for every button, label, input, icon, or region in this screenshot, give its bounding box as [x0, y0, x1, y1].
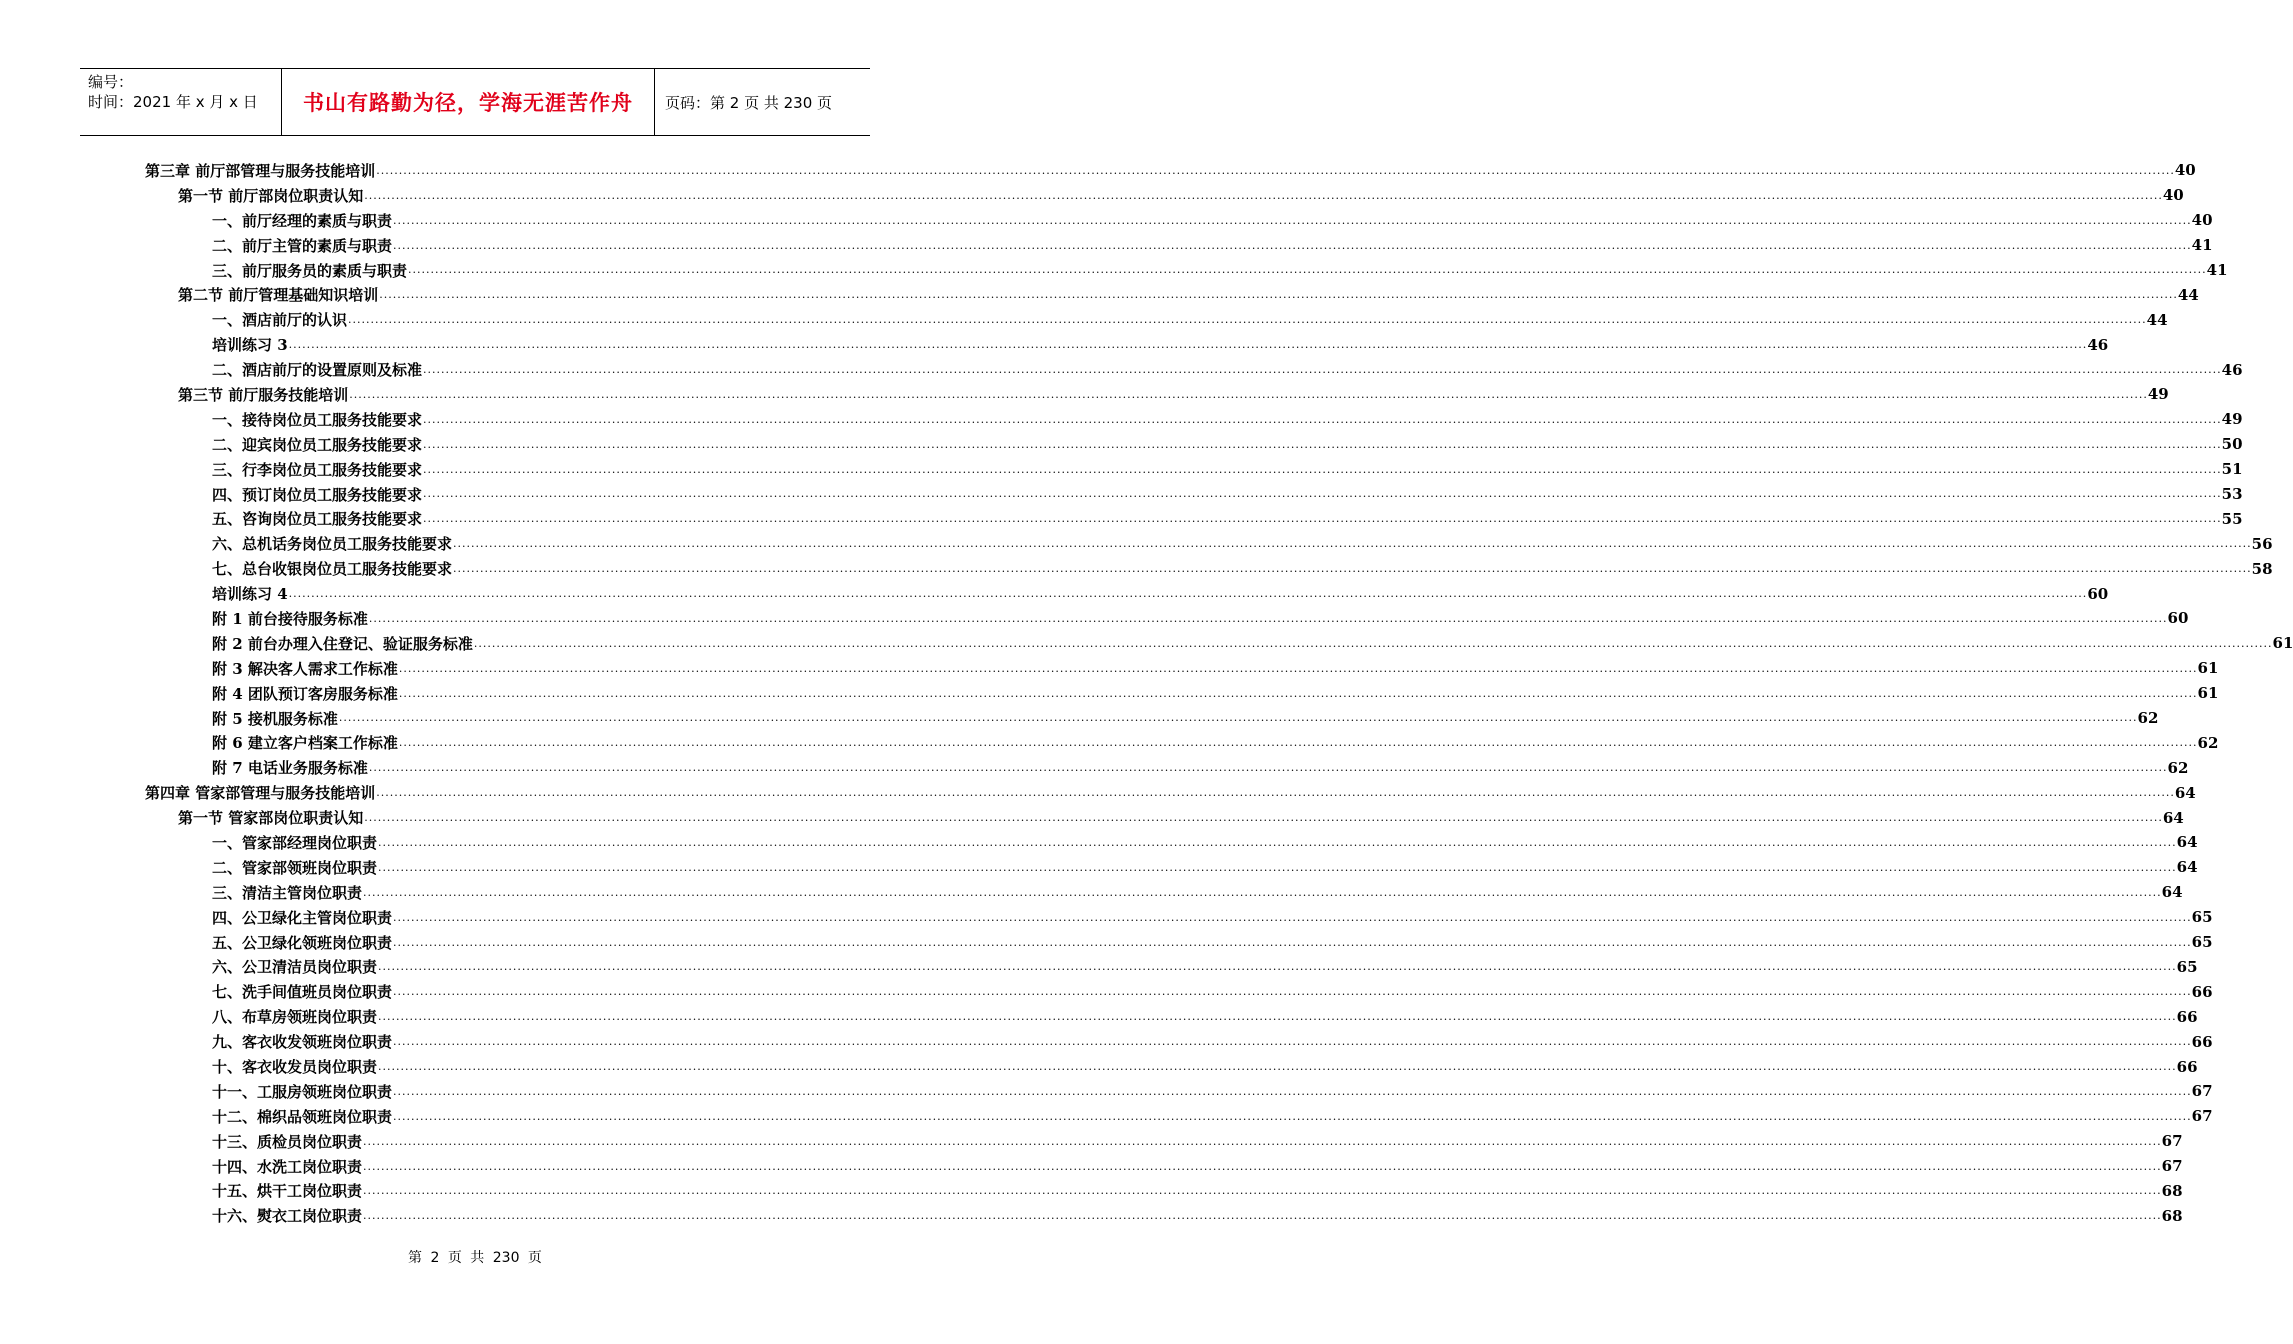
toc-leader-dots: ................................................................................................................................................................................................................................................................................................................................................................................................................: [378, 835, 2177, 849]
toc-leader-dots: ................................................................................................................................................................................................................................................................................................................................................................................................................: [364, 811, 2163, 825]
toc-entry-page-number: 62: [2137, 709, 2159, 728]
toc-leader-dots: ................................................................................................................................................................................................................................................................................................................................................................................................................: [423, 487, 2222, 501]
toc-entry[interactable]: [0, 1079, 2213, 1104]
toc-entry-page-number: 41: [2206, 261, 2228, 279]
toc-entry[interactable]: [0, 158, 2196, 183]
toc-entry-page-number: 66: [2176, 1007, 2198, 1026]
toc-entry[interactable]: [0, 955, 2198, 980]
toc-entry-title: 二、前厅主管的素质与职责: [212, 236, 393, 255]
toc-entry[interactable]: [0, 905, 2213, 930]
toc-leader-dots: ................................................................................................................................................................................................................................................................................................................................................................................................................: [376, 786, 2175, 800]
toc-entry-title: 附 5 接机服务标准: [212, 709, 338, 728]
toc-leader-dots: ................................................................................................................................................................................................................................................................................................................................................................................................................: [423, 462, 2222, 476]
toc-entry-page-number: 58: [2251, 559, 2273, 578]
toc-entry[interactable]: [0, 531, 2273, 556]
toc-leader-dots: ................................................................................................................................................................................................................................................................................................................................................................................................................: [363, 1184, 2162, 1198]
toc-entry-title: 五、公卫绿化领班岗位职责: [212, 933, 393, 952]
toc-entry[interactable]: [0, 1029, 2213, 1054]
toc-entry[interactable]: [0, 830, 2198, 855]
toc-entry-page-number: 66: [2191, 982, 2213, 1001]
toc-entry-page-number: 44: [2177, 285, 2199, 304]
toc-entry[interactable]: [0, 755, 2189, 780]
toc-entry[interactable]: [0, 631, 2293, 656]
toc-leader-dots: ................................................................................................................................................................................................................................................................................................................................................................................................................: [398, 661, 2198, 675]
toc-leader-dots: ................................................................................................................................................................................................................................................................................................................................................................................................................: [393, 910, 2192, 924]
toc-entry-page-number: 67: [2191, 1107, 2213, 1126]
toc-entry-title: 六、总机话务岗位员工服务技能要求: [212, 535, 453, 554]
toc-leader-dots: ................................................................................................................................................................................................................................................................................................................................................................................................................: [473, 636, 2273, 650]
toc-entry-page-number: 41: [2191, 236, 2213, 255]
toc-entry[interactable]: [0, 556, 2273, 581]
toc-entry[interactable]: [0, 706, 2159, 731]
toc-entry-title: 第三章 前厅部管理与服务技能培训: [145, 161, 376, 180]
toc-entry-page-number: 67: [2161, 1157, 2183, 1176]
toc-entry[interactable]: [0, 730, 2219, 755]
table-of-contents: [0, 158, 2293, 1228]
toc-leader-dots: ................................................................................................................................................................................................................................................................................................................................................................................................................: [288, 338, 2088, 352]
toc-entry-page-number: 40: [2191, 211, 2213, 230]
toc-entry-page-number: 64: [2176, 858, 2198, 877]
toc-entry-title: 三、清洁主管岗位职责: [212, 883, 363, 902]
toc-entry[interactable]: [0, 208, 2213, 233]
toc-leader-dots: ................................................................................................................................................................................................................................................................................................................................................................................................................: [393, 1084, 2192, 1098]
toc-entry[interactable]: [0, 681, 2219, 706]
toc-entry-title: 附 2 前台办理入住登记、验证服务标准: [212, 634, 473, 653]
toc-entry-title: 八、布草房领班岗位职责: [212, 1008, 378, 1027]
toc-entry-page-number: 46: [2221, 360, 2243, 379]
toc-leader-dots: ................................................................................................................................................................................................................................................................................................................................................................................................................: [338, 711, 2138, 725]
toc-entry-title: 二、酒店前厅的设置原则及标准: [212, 361, 423, 380]
toc-entry-page-number: 40: [2174, 161, 2196, 180]
toc-entry-title: 附 1 前台接待服务标准: [212, 609, 368, 628]
toc-entry-page-number: 40: [2162, 186, 2184, 205]
toc-entry-title: 附 6 建立客户档案工作标准: [212, 734, 398, 753]
toc-entry-page-number: 65: [2176, 957, 2198, 976]
toc-entry[interactable]: [0, 1054, 2198, 1079]
toc-entry-title: 一、酒店前厅的认识: [212, 311, 348, 330]
toc-entry-page-number: 68: [2161, 1206, 2183, 1225]
toc-entry[interactable]: [0, 880, 2183, 905]
toc-leader-dots: ................................................................................................................................................................................................................................................................................................................................................................................................................: [363, 1134, 2162, 1148]
toc-entry-title: 七、洗手间值班员岗位职责: [212, 983, 393, 1002]
toc-entry-title: 一、前厅经理的素质与职责: [212, 211, 393, 230]
toc-leader-dots: ................................................................................................................................................................................................................................................................................................................................................................................................................: [423, 412, 2222, 426]
toc-entry-page-number: 44: [2146, 310, 2168, 329]
toc-leader-dots: ................................................................................................................................................................................................................................................................................................................................................................................................................: [363, 1159, 2162, 1173]
toc-entry-page-number: 61: [2197, 659, 2219, 678]
toc-leader-dots: ................................................................................................................................................................................................................................................................................................................................................................................................................: [363, 885, 2162, 899]
toc-leader-dots: ................................................................................................................................................................................................................................................................................................................................................................................................................: [363, 1209, 2162, 1223]
toc-entry-title: 第四章 管家部管理与服务技能培训: [145, 784, 376, 803]
toc-entry-title: 培训练习 3: [212, 336, 288, 355]
toc-entry[interactable]: [0, 183, 2184, 208]
toc-entry-title: 一、管家部经理岗位职责: [212, 833, 378, 852]
toc-leader-dots: ................................................................................................................................................................................................................................................................................................................................................................................................................: [393, 985, 2192, 999]
toc-entry-title: 十二、棉织品领班岗位职责: [212, 1107, 393, 1126]
toc-leader-dots: ................................................................................................................................................................................................................................................................................................................................................................................................................: [398, 686, 2198, 700]
toc-entry[interactable]: [0, 606, 2189, 631]
toc-leader-dots: ................................................................................................................................................................................................................................................................................................................................................................................................................: [378, 1010, 2177, 1024]
toc-entry[interactable]: [0, 457, 2243, 482]
toc-entry-title: 十四、水洗工岗位职责: [212, 1157, 363, 1176]
toc-entry-title: 附 7 电话业务服务标准: [212, 759, 368, 778]
toc-entry-title: 第一节 前厅部岗位职责认知: [178, 186, 364, 205]
toc-entry-page-number: 51: [2221, 460, 2243, 479]
toc-entry[interactable]: [0, 1004, 2198, 1029]
toc-leader-dots: ................................................................................................................................................................................................................................................................................................................................................................................................................: [423, 512, 2222, 526]
toc-entry-page-number: 61: [2272, 634, 2293, 653]
toc-leader-dots: ................................................................................................................................................................................................................................................................................................................................................................................................................: [368, 761, 2168, 775]
toc-entry-page-number: 65: [2191, 908, 2213, 927]
toc-leader-dots: ................................................................................................................................................................................................................................................................................................................................................................................................................: [453, 562, 2252, 576]
toc-entry[interactable]: [0, 780, 2196, 805]
page-header: [80, 68, 870, 136]
toc-entry-page-number: 60: [2087, 584, 2109, 603]
toc-entry-title: 二、管家部领班岗位职责: [212, 858, 378, 877]
page-footer: 第 2 页 共 230 页: [408, 1250, 542, 1266]
toc-leader-dots: ................................................................................................................................................................................................................................................................................................................................................................................................................: [393, 213, 2192, 227]
toc-entry[interactable]: [0, 930, 2213, 955]
toc-leader-dots: ................................................................................................................................................................................................................................................................................................................................................................................................................: [349, 387, 2148, 401]
toc-entry[interactable]: [0, 482, 2243, 507]
toc-entry[interactable]: [0, 506, 2243, 531]
header-motto: 书山有路勤为径，学海无涯苦作舟: [282, 69, 655, 135]
toc-entry-title: 十、客衣收发员岗位职责: [212, 1058, 378, 1076]
toc-leader-dots: ................................................................................................................................................................................................................................................................................................................................................................................................................: [378, 960, 2177, 974]
toc-leader-dots: ................................................................................................................................................................................................................................................................................................................................................................................................................: [376, 163, 2175, 177]
toc-leader-dots: ................................................................................................................................................................................................................................................................................................................................................................................................................: [408, 263, 2207, 277]
header-meta: [80, 69, 282, 135]
toc-entry-page-number: 49: [2221, 410, 2243, 429]
toc-entry[interactable]: [0, 307, 2168, 332]
toc-leader-dots: ................................................................................................................................................................................................................................................................................................................................................................................................................: [378, 1059, 2177, 1073]
toc-entry-page-number: 64: [2176, 833, 2198, 852]
toc-entry[interactable]: [0, 258, 2228, 283]
toc-entry-page-number: 56: [2251, 534, 2273, 553]
toc-leader-dots: ................................................................................................................................................................................................................................................................................................................................................................................................................: [364, 188, 2163, 202]
toc-entry-page-number: 66: [2176, 1057, 2198, 1076]
toc-leader-dots: ................................................................................................................................................................................................................................................................................................................................................................................................................: [393, 1109, 2192, 1123]
toc-entry-title: 三、前厅服务员的素质与职责: [212, 261, 408, 280]
toc-entry-page-number: 64: [2174, 783, 2196, 802]
toc-leader-dots: ................................................................................................................................................................................................................................................................................................................................................................................................................: [393, 238, 2192, 252]
toc-entry[interactable]: [0, 432, 2243, 457]
toc-entry-page-number: 66: [2191, 1032, 2213, 1051]
toc-entry-page-number: 64: [2162, 808, 2184, 827]
toc-leader-dots: ................................................................................................................................................................................................................................................................................................................................................................................................................: [379, 288, 2178, 302]
toc-entry-title: 十六、熨衣工岗位职责: [212, 1207, 363, 1226]
toc-entry[interactable]: [0, 1179, 2183, 1204]
toc-entry-page-number: 62: [2167, 758, 2189, 777]
toc-entry-page-number: 55: [2221, 509, 2243, 528]
toc-entry-page-number: 64: [2161, 883, 2183, 902]
toc-entry-page-number: 68: [2161, 1181, 2183, 1200]
toc-entry-page-number: 67: [2191, 1082, 2213, 1101]
toc-entry-title: 十一、工服房领班岗位职责: [212, 1082, 393, 1101]
toc-leader-dots: ................................................................................................................................................................................................................................................................................................................................................................................................................: [453, 537, 2252, 551]
toc-entry[interactable]: [0, 656, 2219, 681]
toc-entry[interactable]: [0, 332, 2109, 357]
toc-entry[interactable]: [0, 1104, 2213, 1129]
header-page-info: 页码：第 2 页 共 230 页: [665, 93, 833, 112]
toc-entry-page-number: 53: [2221, 485, 2243, 504]
toc-entry[interactable]: [0, 1203, 2183, 1228]
toc-leader-dots: ................................................................................................................................................................................................................................................................................................................................................................................................................: [398, 736, 2198, 750]
toc-entry-page-number: 61: [2197, 684, 2219, 703]
toc-entry-title: 六、公卫清洁员岗位职责: [212, 958, 378, 977]
toc-entry-title: 二、迎宾岗位员工服务技能要求: [212, 435, 423, 454]
toc-leader-dots: ................................................................................................................................................................................................................................................................................................................................................................................................................: [368, 611, 2168, 625]
toc-leader-dots: ................................................................................................................................................................................................................................................................................................................................................................................................................: [288, 587, 2088, 601]
toc-entry-title: 四、公卫绿化主管岗位职责: [212, 908, 393, 927]
toc-entry-title: 三、行李岗位员工服务技能要求: [212, 460, 423, 479]
toc-entry-title: 第二节 前厅管理基础知识培训: [178, 286, 379, 305]
toc-entry[interactable]: [0, 581, 2109, 606]
toc-entry-title: 四、预订岗位员工服务技能要求: [212, 485, 423, 504]
toc-entry-title: 五、咨询岗位员工服务技能要求: [212, 510, 423, 529]
toc-entry-title: 附 3 解决客人需求工作标准: [212, 659, 398, 678]
toc-entry-title: 附 4 团队预订客房服务标准: [212, 684, 398, 703]
document-number-label: 编号：: [88, 73, 134, 91]
toc-entry[interactable]: [0, 1154, 2183, 1179]
document-date: 时间：2021 年 x 月 x 日: [88, 93, 258, 111]
toc-entry-page-number: 65: [2191, 933, 2213, 952]
toc-entry[interactable]: [0, 382, 2169, 407]
toc-leader-dots: ................................................................................................................................................................................................................................................................................................................................................................................................................: [348, 313, 2147, 327]
toc-entry-title: 十三、质检员岗位职责: [212, 1132, 363, 1151]
toc-entry-page-number: 62: [2197, 733, 2219, 752]
toc-entry[interactable]: [0, 855, 2198, 880]
toc-leader-dots: ................................................................................................................................................................................................................................................................................................................................................................................................................: [393, 1035, 2192, 1049]
toc-entry-page-number: 60: [2167, 609, 2189, 628]
toc-entry-title: 一、接待岗位员工服务技能要求: [212, 410, 423, 429]
toc-entry[interactable]: [0, 979, 2213, 1004]
toc-leader-dots: ................................................................................................................................................................................................................................................................................................................................................................................................................: [423, 437, 2222, 451]
toc-entry-page-number: 67: [2161, 1132, 2183, 1151]
toc-entry[interactable]: [0, 233, 2213, 258]
toc-entry-title: 七、总台收银岗位员工服务技能要求: [212, 560, 453, 579]
toc-entry[interactable]: [0, 1129, 2183, 1154]
toc-entry-title: 培训练习 4: [212, 585, 288, 604]
toc-entry-page-number: 49: [2147, 385, 2169, 404]
toc-entry-page-number: 46: [2087, 335, 2109, 354]
toc-entry[interactable]: [0, 282, 2199, 307]
toc-entry[interactable]: [0, 805, 2184, 830]
toc-entry[interactable]: [0, 357, 2243, 382]
toc-leader-dots: ................................................................................................................................................................................................................................................................................................................................................................................................................: [378, 860, 2177, 874]
toc-leader-dots: ................................................................................................................................................................................................................................................................................................................................................................................................................: [393, 935, 2192, 949]
toc-entry-title: 九、客衣收发领班岗位职责: [212, 1033, 393, 1052]
toc-entry[interactable]: [0, 407, 2243, 432]
toc-entry-title: 十五、烘干工岗位职责: [212, 1182, 363, 1201]
toc-entry-page-number: 50: [2221, 435, 2243, 454]
toc-leader-dots: ................................................................................................................................................................................................................................................................................................................................................................................................................: [423, 363, 2222, 377]
toc-entry-title: 第三节 前厅服务技能培训: [178, 385, 349, 404]
toc-entry-title: 第一节 管家部岗位职责认知: [178, 809, 364, 828]
